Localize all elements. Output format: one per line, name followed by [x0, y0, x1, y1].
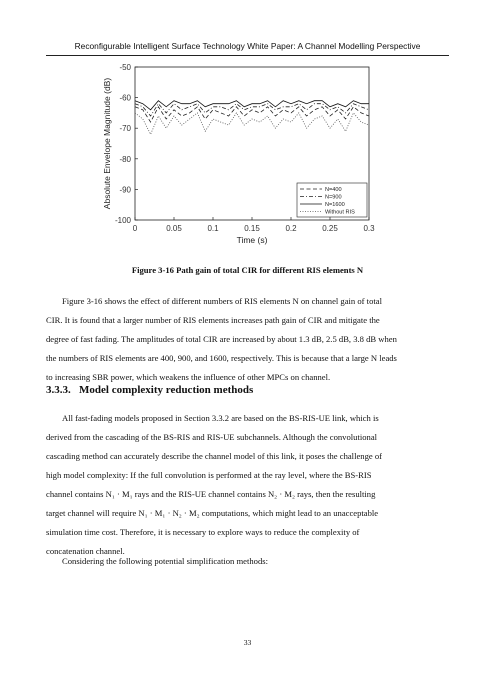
- paragraph-1-line-2: CIR. It is found that a larger number of RIS elements increases path gain of CIR and mitigate the: [46, 315, 380, 325]
- y-axis-label: Absolute Envelope Magnitude (dB): [102, 77, 112, 210]
- y-tick-label: -70: [119, 124, 131, 134]
- paragraph-2-line-1: All fast-fading models proposed in Section 3.3.2 are based on the BS-RIS-UE link, which is: [62, 413, 379, 423]
- section-heading: [46, 384, 253, 396]
- page-number: 33: [243, 638, 252, 647]
- paragraph-2-line-2: derived from the cascading of the BS-RIS and RIS-UE subchannels. Although the convolutional: [46, 432, 378, 442]
- x-tick-label: 0.25: [322, 224, 338, 233]
- paragraph-2-line-4: high model complexity: If the full convolution is performed at the ray level, where the BS-RIS: [46, 470, 372, 480]
- path-gain-chart: [0, 0, 495, 260]
- series-line-without-ris: [135, 113, 369, 134]
- figure-caption: Figure 3-16 Path gain of total CIR for different RIS elements N: [131, 265, 364, 275]
- legend-label: N=400: [325, 187, 342, 194]
- section-number: 3.3.3.: [46, 384, 71, 396]
- x-tick-label: 0: [132, 224, 138, 233]
- paragraph-3-text: Considering the following potential simplification methods:: [62, 556, 268, 566]
- paragraph-2-line-6: target channel will require N₁ · M₁ · N₂ · M₂ computations, which might lead to an unacceptable: [46, 508, 379, 518]
- paragraph-2-line-7: simulation time cost. Therefore, it is necessary to explore ways to reduce the complexity of: [46, 527, 360, 537]
- series-line-n-400: [135, 107, 369, 122]
- legend-label: N=900: [325, 194, 342, 201]
- x-tick-label: 0.1: [207, 224, 219, 233]
- y-tick-label: -60: [119, 93, 131, 103]
- paragraph-1: [46, 292, 449, 387]
- legend-label: N=1600: [325, 202, 345, 209]
- paragraph-1-line-1: Figure 3-16 shows the effect of different numbers of RIS elements N on channel gain of total: [62, 296, 382, 306]
- paragraph-3: [46, 552, 449, 571]
- paragraph-2-line-8: concatenation channel.: [46, 546, 125, 556]
- paragraph-2-line-3: cascading method can accurately describe the channel model of this link, it poses the challenge of: [46, 451, 382, 461]
- y-tick-label: -90: [119, 185, 131, 195]
- paragraph-2-line-5: channel contains N₁ · M₁ rays and the RIS-UE channel contains N₂ · M₂ rays, then the resulting: [46, 489, 376, 499]
- y-tick-label: -100: [114, 216, 131, 225]
- legend-label: Without RIS: [325, 209, 355, 216]
- x-tick-label: 0.2: [285, 224, 297, 233]
- x-tick-label: 0.15: [244, 224, 260, 233]
- paragraph-1-line-4: the numbers of RIS elements are 400, 900, and 1600, respectively. This is because that a large N leads: [46, 353, 397, 363]
- section-title: Model complexity reduction methods: [79, 384, 254, 396]
- x-axis-label: Time (s): [236, 235, 268, 245]
- x-tick-label: 0.05: [166, 224, 182, 233]
- y-tick-label: -50: [119, 63, 131, 72]
- running-header: Reconfigurable Intelligent Surface Technology White Paper: A Channel Modelling Perspective: [74, 41, 421, 51]
- paragraph-2: [46, 409, 449, 561]
- y-tick-label: -80: [119, 154, 131, 164]
- paragraph-1-line-5: to increasing SBR power, which weakens the influence of other MPCs on channel.: [46, 372, 331, 382]
- paragraph-1-line-3: degree of fast fading. The amplitudes of total CIR are increased by about 1.3 dB, 2.5 dB, 3.8 dB when: [46, 334, 397, 344]
- x-tick-label: 0.3: [363, 224, 375, 233]
